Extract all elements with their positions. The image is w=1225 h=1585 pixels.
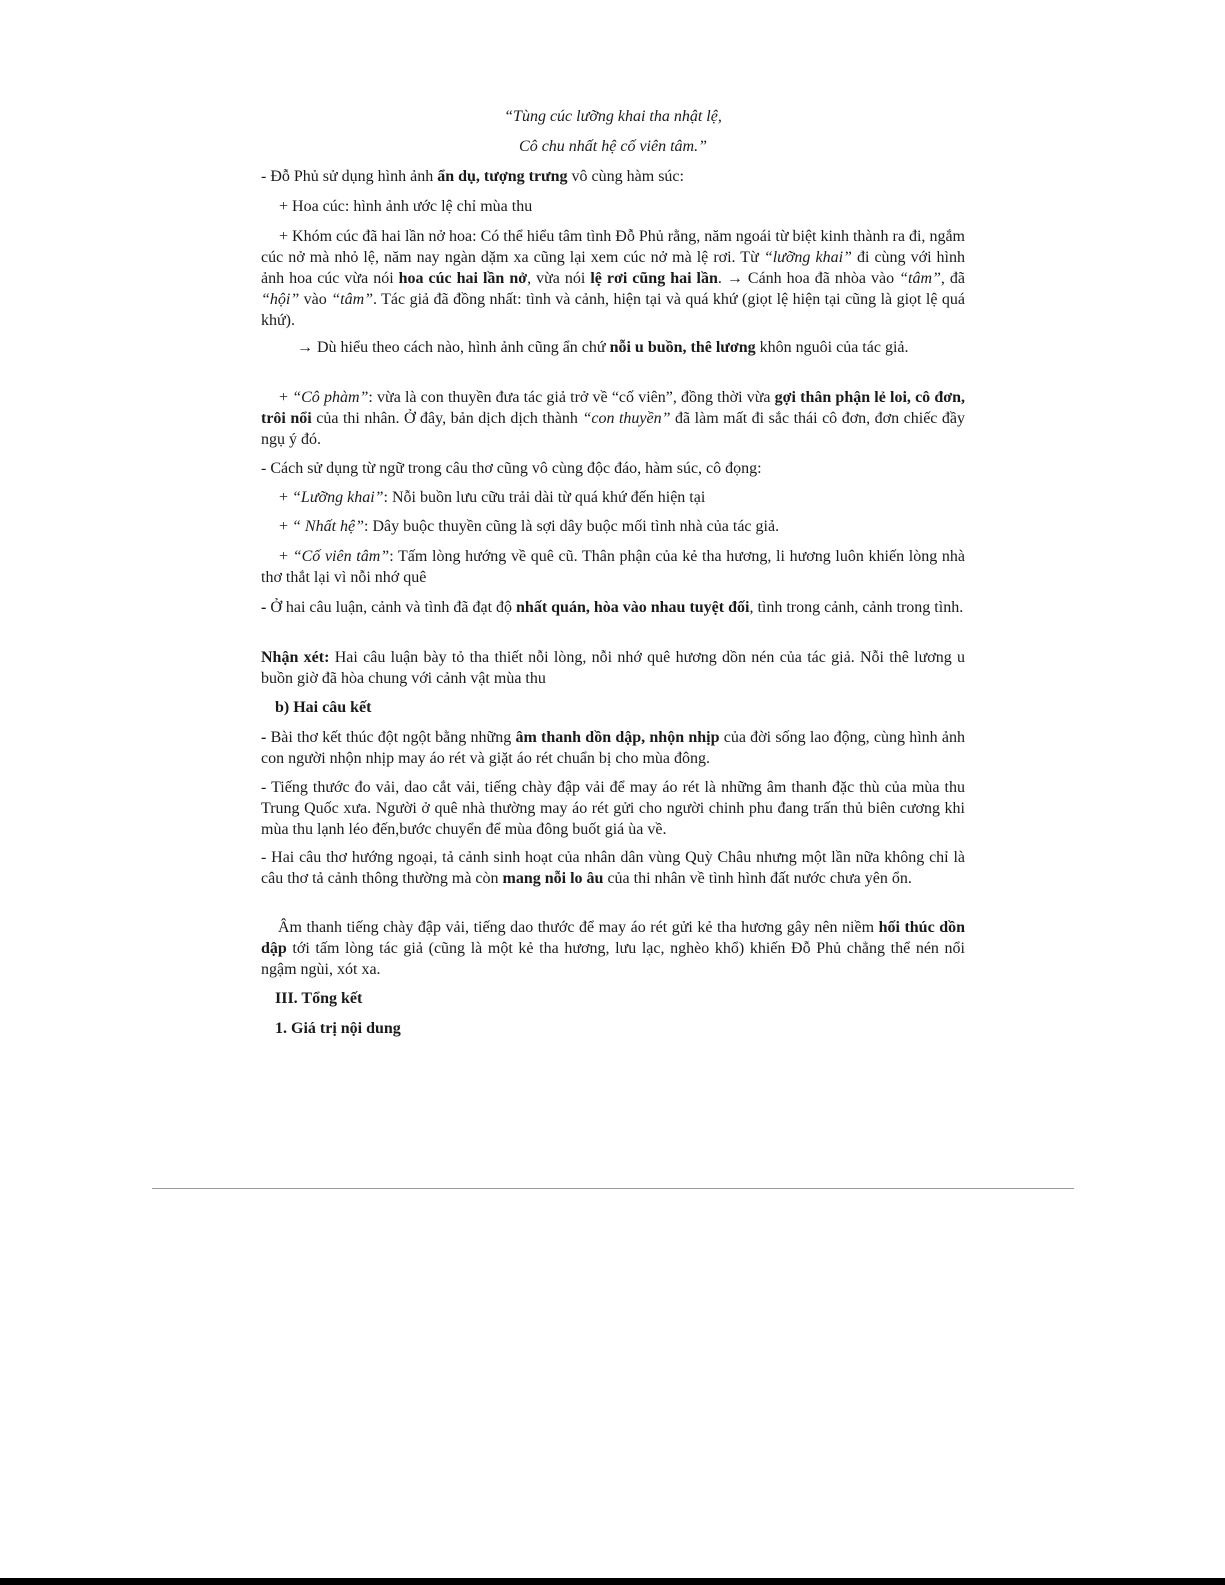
page-divider: [152, 1188, 1074, 1189]
heading-summary: III. Tổng kết: [275, 990, 363, 1007]
paragraph-conclusion-arrow: → Dù hiểu theo cách nào, hình ảnh cũng ẩn chứ nỗi u buồn, thê lương khôn nguôi của tác giả.: [297, 339, 909, 356]
bottom-edge-bar: [0, 1578, 1225, 1585]
paragraph-chrysanthemum: + Hoa cúc: hình ảnh ước lệ chỉ mùa thu: [279, 198, 533, 215]
paragraph-imagery: - Đỗ Phủ sử dụng hình ảnh ẩn dụ, tượng trưng vô cùng hàm súc:: [261, 168, 684, 185]
paragraph-luong-khai: + “Lưỡng khai”: Nỗi buồn lưu cữu trải dài từ quá khứ đến hiện tại: [279, 489, 706, 506]
paragraph-abrupt-ending: - Bài thơ kết thúc đột ngột bằng những âm thanh dồn dập, nhộn nhịp của đời sống lao động, cùng hình ảnh con người nhộn nhịp may áo rét và giặt áo rét chuẩn bị cho mùa đông.: [261, 729, 966, 767]
heading-closing-lines: b) Hai câu kết: [275, 699, 372, 716]
paragraph-remark: Nhận xét: Hai câu luận bày tỏ tha thiết nỗi lòng, nỗi nhớ quê hương dồn nén của tác giả. Nỗi thê lương u buồn giờ đã hòa chung với cảnh vật mùa thu: [261, 649, 966, 687]
paragraph-sounds-of-autumn: - Tiếng thước đo vải, dao cắt vải, tiếng chày đập vải để may áo rét là những âm thanh đặc thù của mùa thu Trung Quốc xưa. Người ở quê nhà thường may áo rét gửi cho người chinh phu đang trấn thủ biên cương khi mùa thu lạnh léo đến,bước chuyển để mùa đông buốt giá ùa về.: [261, 779, 965, 838]
quote-line-2: Cô chu nhất hệ cố viên tâm.”: [519, 138, 707, 155]
quote-line-1: “Tùng cúc lưỡng khai tha nhật lệ,: [504, 108, 722, 125]
paragraph-blooming-twice: + Khóm cúc đã hai lần nở hoa: Có thể hiểu tâm tình Đỗ Phủ rằng, năm ngoái từ biệt kinh thành ra đi, ngắm cúc nở mà nhỏ lệ, năm nay ngàn dặm xa cũng lại xem cúc nở mà lệ rơi. Từ “lưỡng khai” đi cùng với hình ảnh hoa cúc vừa nói hoa cúc hai lần nở, vừa nói lệ rơi cũng hai lần. → Cánh hoa đã nhòa vào “tâm”, đã “hội” vào “tâm”. Tác giả đã đồng nhất: tình và cảnh, hiện tại và quá khứ (giọt lệ hiện tại cũng là giọt lệ quá khứ).: [261, 228, 966, 329]
paragraph-word-usage: - Cách sử dụng từ ngữ trong câu thơ cũng vô cùng độc đáo, hàm súc, cô đọng:: [261, 460, 762, 477]
paragraph-nhat-he: + “ Nhất hệ”: Dây buộc thuyền cũng là sợi dây buộc mối tình nhà của tác giả.: [279, 518, 780, 535]
paragraph-pounding-sounds: Âm thanh tiếng chày đập vải, tiếng dao thước để may áo rét gửi kẻ tha hương gây nên niềm hối thúc dồn dập tới tấm lòng tác giả (cũng là một kẻ tha hương, lưu lạc, nghèo khổ) khiến Đỗ Phủ chẳng thể nén nổi ngậm ngùi, xót xa.: [261, 919, 965, 978]
heading-content-value: 1. Giá trị nội dung: [275, 1020, 401, 1037]
paragraph-two-middle-lines: - Ở hai câu luận, cảnh và tình đã đạt độ nhất quán, hòa vào nhau tuyệt đối, tình trong cảnh, cảnh trong tình.: [261, 599, 964, 616]
paragraph-co-vien-tam: + “Cố viên tâm”: Tấm lòng hướng về quê cũ. Thân phận của kẻ tha hương, li hương luôn khiến lòng nhà thơ thắt lại vì nỗi nhớ quê: [261, 548, 965, 586]
paragraph-outward-view: - Hai câu thơ hướng ngoại, tả cảnh sinh hoạt của nhân dân vùng Quỳ Châu nhưng một lần nữa không chỉ là câu thơ tả cảnh thông thường mà còn mang nỗi lo âu của thi nhân về tình hình đất nước chưa yên ổn.: [261, 849, 965, 887]
paragraph-lone-boat: + “Cô phàm”: vừa là con thuyền đưa tác giả trở về “cố viên”, đồng thời vừa gợi thân phận lẻ loi, cô đơn, trôi nổi của thi nhân. Ở đây, bản dịch dịch thành “con thuyền” đã làm mất đi sắc thái cô đơn, đơn chiếc đầy ngụ ý đó.: [261, 389, 966, 448]
